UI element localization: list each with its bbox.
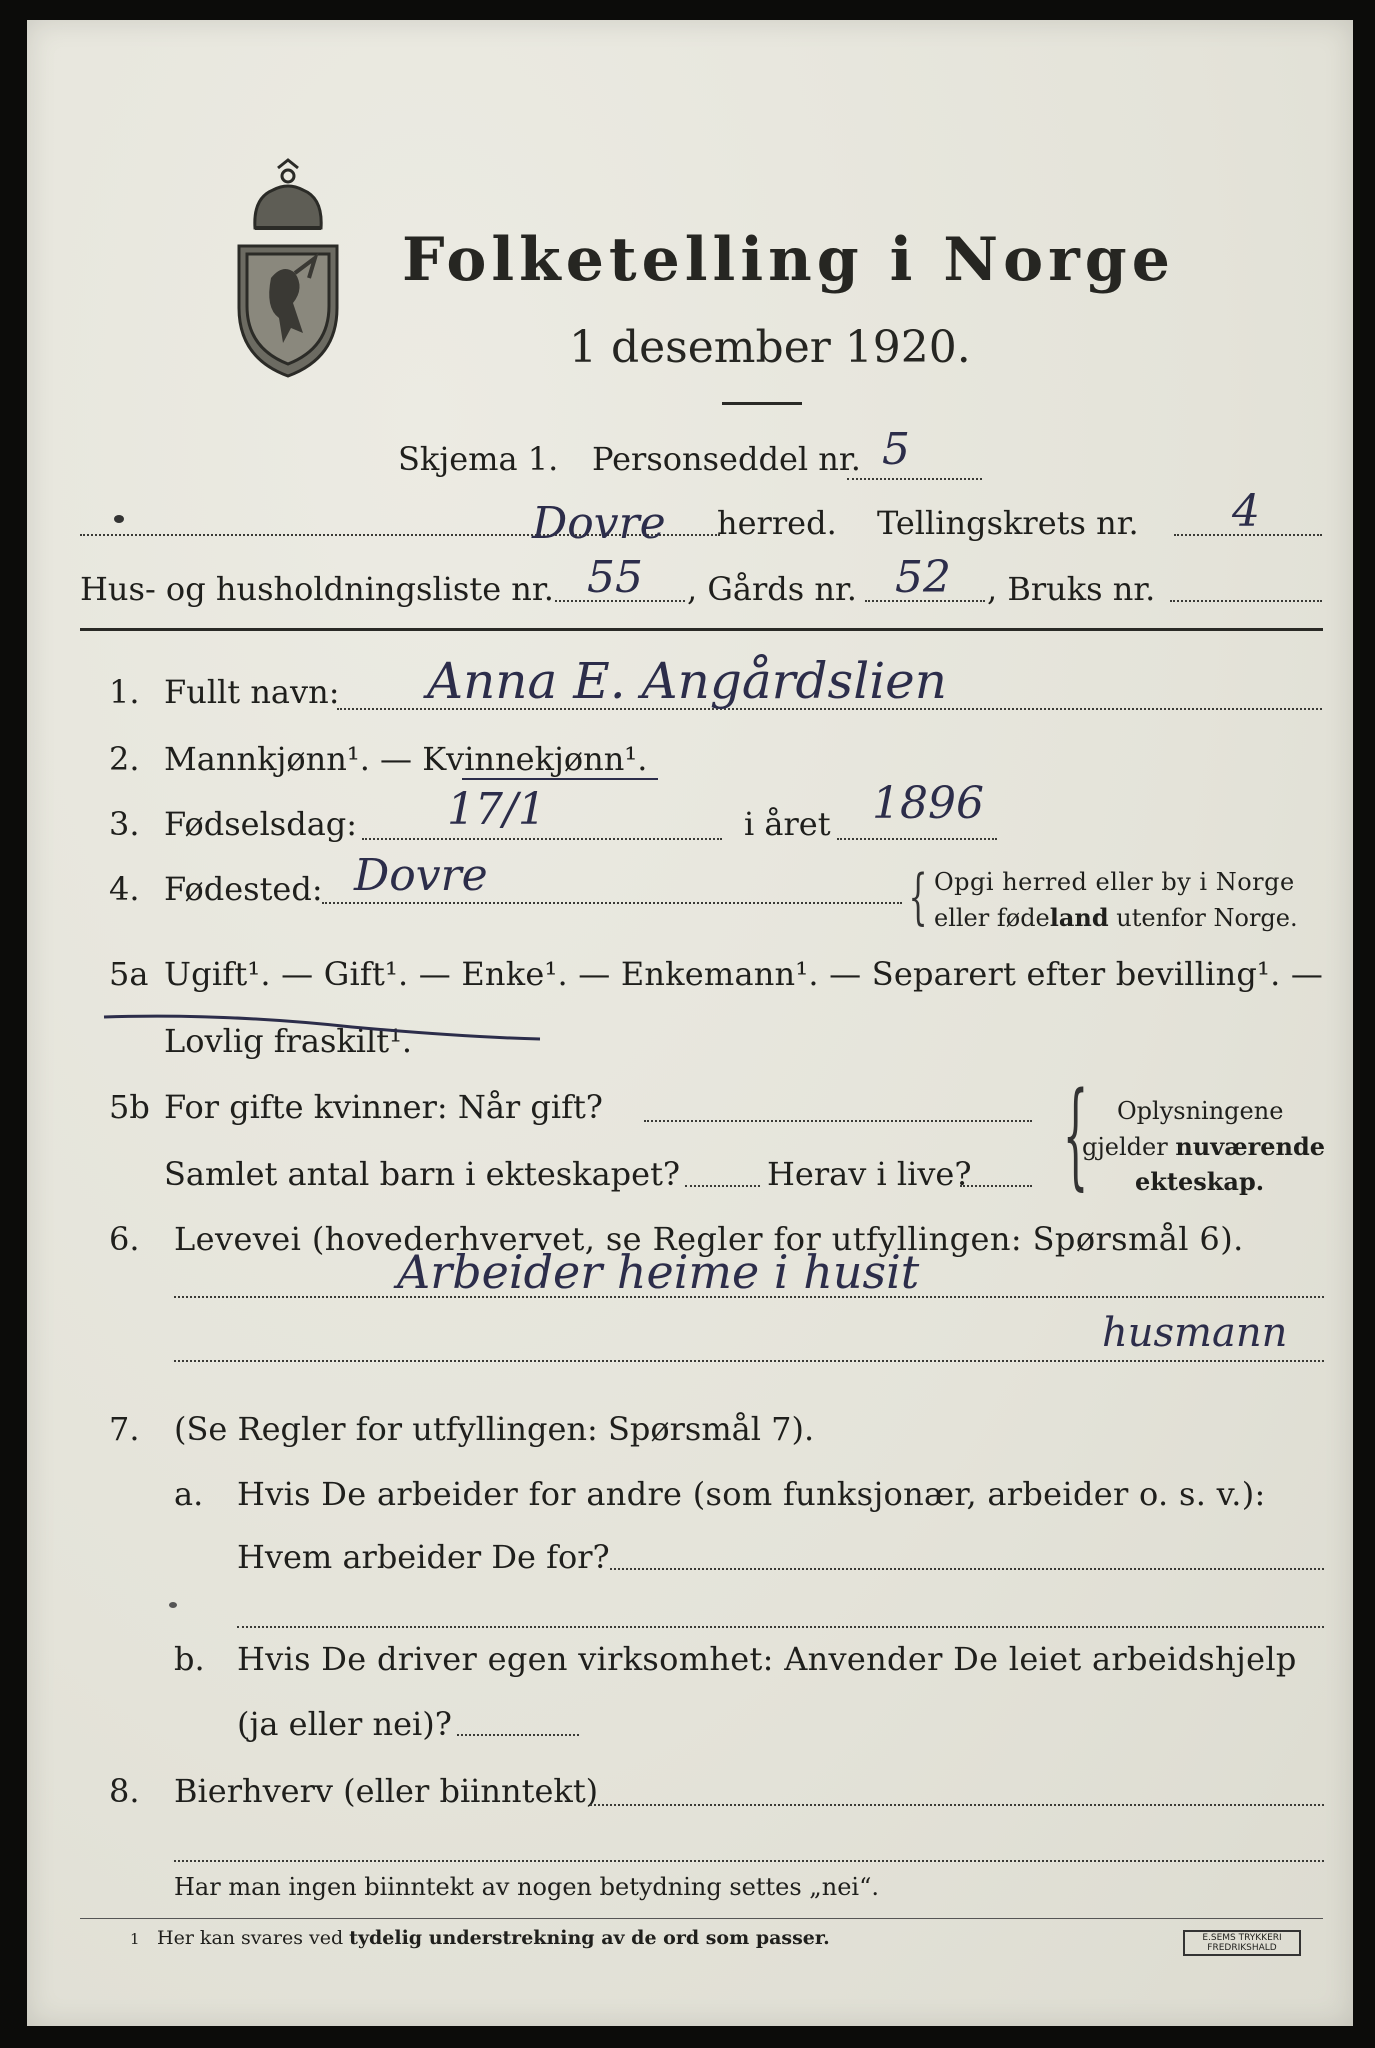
married-when-label: For gifte kvinner: Når gift?: [164, 1088, 603, 1126]
q3-number: 3.: [109, 805, 140, 843]
gender-options: Mannkjønn¹. — Kvinnekjønn¹.: [164, 740, 648, 778]
stamp-line1: E.SEMS TRYKKERI: [1202, 1933, 1282, 1943]
q7-label: (Se Regler for utfyllingen: Spørsmål 7).: [174, 1410, 815, 1448]
q5a-number: 5a: [109, 955, 149, 993]
marital-status-options: Ugift¹. — Gift¹. — Enke¹. — Enkemann¹. — Separert efter bevilling¹. —: [164, 955, 1324, 993]
birthplace-note-line2: eller fødeland utenfor Norge.: [934, 903, 1298, 932]
hus-label: Hus- og husholdningsliste nr.: [80, 570, 554, 608]
q4-number: 4.: [109, 870, 140, 908]
personseddel-label: Personseddel nr.: [592, 440, 861, 478]
footnote-text: Her kan svares ved tydelig understrekning av de ord som passer.: [157, 1927, 830, 1949]
herred-label: herred.: [717, 504, 837, 542]
birthdate-value[interactable]: 17/1: [447, 784, 546, 835]
occupation-value-line2[interactable]: husmann: [1102, 1310, 1288, 1356]
gender-underline-kvinnekjonn: [462, 778, 658, 780]
gards-value[interactable]: 52: [895, 552, 951, 603]
ink-dot: [169, 1602, 177, 1608]
tellingskrets-label: Tellingskrets nr.: [877, 504, 1139, 542]
q8-number: 8.: [109, 1772, 140, 1810]
hired-help-label: (ja eller nei)?: [237, 1705, 452, 1743]
brace-q4: {: [908, 862, 928, 932]
footer-separator: [80, 1918, 1323, 1919]
birthdate-label: Fødselsdag:: [164, 805, 358, 843]
marriage-note-line2: gjelder nuværende: [1082, 1132, 1326, 1161]
marital-status-options-line2: Lovlig fraskilt¹.: [164, 1022, 413, 1060]
children-alive-label: Herav i live?: [767, 1155, 972, 1193]
gards-label: , Gårds nr.: [687, 570, 857, 608]
q7-number: 7.: [109, 1410, 140, 1448]
tellingskrets-value[interactable]: 4: [1232, 486, 1260, 537]
birth-year-value[interactable]: 1896: [872, 778, 984, 829]
header-separator: [80, 628, 1323, 631]
full-name-label: Fullt navn:: [164, 673, 340, 711]
children-count-label: Samlet antal barn i ekteskapet?: [164, 1155, 681, 1193]
q7a-number: a.: [174, 1475, 204, 1513]
occupation-label: Levevei (hovederhvervet, se Regler for utfyllingen: Spørsmål 6).: [174, 1220, 1244, 1258]
birth-year-label: i året: [744, 805, 831, 843]
secondary-income-note: Har man ingen biinntekt av nogen betydning settes „nei“.: [174, 1873, 879, 1901]
herred-value[interactable]: Dovre: [532, 498, 666, 549]
footnote-mark: 1: [130, 1930, 140, 1948]
printer-stamp: [1183, 1930, 1301, 1956]
title-divider: [722, 402, 802, 405]
employer-label: Hvem arbeider De for?: [237, 1538, 610, 1576]
census-date: 1 desember 1920.: [569, 322, 971, 373]
personseddel-value[interactable]: 5: [882, 424, 910, 475]
q1-number: 1.: [109, 673, 140, 711]
birthplace-note-line1: Opgi herred eller by i Norge: [934, 868, 1295, 896]
brace-q5b: {: [1062, 1068, 1089, 1202]
skjema-label: Skjema 1.: [398, 440, 559, 478]
ink-dot: [114, 515, 124, 523]
full-name-value[interactable]: Anna E. Angårdslien: [427, 652, 947, 710]
census-form: [27, 20, 1353, 2026]
stamp-line2: FREDRIKSHALD: [1207, 1943, 1277, 1953]
q5b-number: 5b: [109, 1088, 150, 1126]
occupation-value[interactable]: Arbeider heime i husit: [397, 1245, 920, 1299]
form-title: Folketelling i Norge: [402, 225, 1175, 295]
marriage-note-line1: Oplysningene: [1117, 1097, 1284, 1125]
birthplace-label: Fødested:: [164, 870, 323, 908]
employer-question: Hvis De arbeider for andre (som funksjonær, arbeider o. s. v.):: [237, 1475, 1266, 1513]
secondary-income-label: Bierhverv (eller biinntekt): [174, 1772, 599, 1810]
self-employed-question: Hvis De driver egen virksomhet: Anvender De leiet arbeidshjelp: [237, 1640, 1297, 1678]
norwegian-coat-of-arms-icon: [233, 158, 343, 383]
fraskilt-underline: [102, 1005, 542, 1045]
q7b-number: b.: [174, 1640, 205, 1678]
birthplace-value[interactable]: Dovre: [354, 850, 488, 901]
hus-value[interactable]: 55: [587, 552, 643, 603]
marriage-note-line3: ekteskap.: [1135, 1167, 1265, 1196]
q2-number: 2.: [109, 740, 140, 778]
bruks-label: , Bruks nr.: [987, 570, 1156, 608]
q6-number: 6.: [109, 1220, 140, 1258]
